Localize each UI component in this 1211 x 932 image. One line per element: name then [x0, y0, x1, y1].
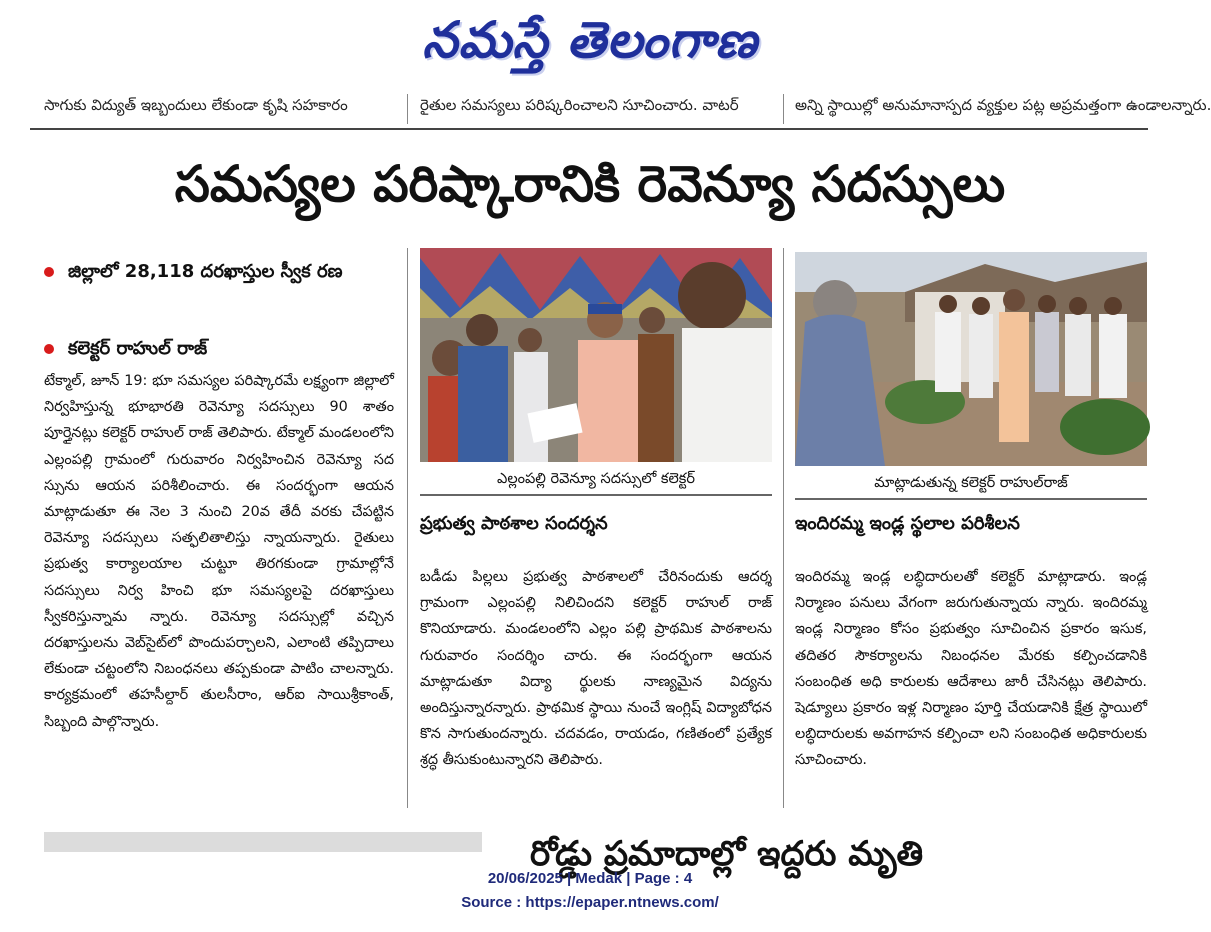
top-strip-col2: రైతుల సమస్యలు పరిష్కరించాలని సూచించారు. వాటర్	[420, 96, 739, 114]
article-body-col2: బడీడు పిల్లలు ప్రభుత్వ పాఠశాలలో చేరినందుకు ఆదర్శ గ్రామంగా ఎల్లంపల్లి నిలిచిందని కలెక్టర్ రాహుల్ రాజ్ కొనియాడారు. మండలంలోని ఎల్లం పల్లి ప్రాథమిక పాఠశాలను గురువారం సందర్శిం చారు. ఈ సందర్భంగా ఆయన మాట్లాడుతూ విద్యా ర్థులకు నాణ్యమైన విద్యను అందిస్తున్నారన్నారు. ప్రాథమిక స్థాయి నుంచే ఇంగ్లిష్ విద్యాబోధన కొన సాగుతుందన్నారు. చదవడం, రాయడం, గణితంలో ప్రత్యేక శ్రద్ధ తీసుకుంటున్నారని తెలిపారు.	[420, 569, 772, 769]
masthead-logo: నమస్తే తెలంగాణ	[422, 10, 758, 69]
photo-collector-housing-site	[795, 252, 1147, 466]
article-body-col3: ఇందిరమ్మ ఇండ్ల లబ్ధిదారులతో కలెక్టర్ మాట్లాడారు. ఇండ్ల నిర్మాణం పనులు వేగంగా జరుగుతున్నాయ న్నారు. ఇందిరమ్మ ఇండ్ల నిర్మాణం కోసం ప్రభుత్వం సూచించిన ప్రకారం ఇసుక, తదితర సౌకర్యాలను నిబంధనల మేరకు కల్పించడానికి సంబంధిత అధి కారులకు ఆదేశాలు జారీ చేసినట్లు తెలిపారు. షెడ్యూలు ప్రకారం ఇళ్ల నిర్మాణం పూర్తి చేయడానికి క్షేత్ర స్థాయిలో లబ్ధిదారులకు అవగాహన కల్పించా లని సంబంధిత అధికారులకు సూచించారు.	[795, 569, 1147, 769]
bullet-item	[44, 255, 394, 289]
column-divider	[407, 248, 408, 808]
headline: సమస్యల పరిష్కారానికి రెవెన్యూ సదస్సులు	[174, 154, 1006, 213]
footer-source: Source : https://epaper.ntnews.com/	[461, 894, 719, 911]
column-divider	[783, 94, 784, 124]
subhead-school-visit: ప్రభుత్వ పాఠశాల సందర్శన	[420, 513, 608, 534]
top-rule	[30, 128, 1148, 130]
top-strip-col1: సాగుకు విద్యుత్ ఇబ్బందులు లేకుండా కృషి సహకారం	[44, 96, 348, 114]
subhead-housing-inspection: ఇందిరమ్మ ఇండ్ల స్థలాల పరిశీలన	[795, 513, 1020, 534]
column-divider	[407, 94, 408, 124]
footer-date-edition: 20/06/2025 | Medak | Page : 4	[487, 870, 693, 887]
photo2-caption: మాట్లాడుతున్న కలెక్టర్ రాహుల్‌రాజ్	[795, 468, 1147, 500]
photo1-caption: ఎల్లంపల్లి రెవెన్యూ సదస్సులో కలెక్టర్	[420, 464, 772, 496]
bullet-item	[44, 332, 394, 366]
article-body-col1: టేక్మాల్, జూన్ 19: భూ సమస్యల పరిష్కారమే లక్ష్యంగా జిల్లాలో నిర్వహిస్తున్న భూభారతి రెవెన్యూ సదస్సులు 90 శాతం పూర్తైనట్లు కలెక్టర్ రాహుల్ రాజ్ తెలిపారు. టేక్మాల్ మండలంలోని ఎల్లంపల్లి గ్రామంలో గురువారం నిర్వహించిన రెవెన్యూ సద స్సును ఆయన పరిశీలించారు. ఈ సందర్భంగా ఆయన మాట్లాడుతూ ఈ నెల 3 నుంచి 20వ తేదీ వరకు చేపట్టిన రెవెన్యూ సదస్సులు సత్ఫలితాలిస్తు న్నాయన్నారు. రైతులు ప్రభుత్వ కార్యాలయాల చుట్టూ తిరగకుండా గ్రామాల్లోనే సదస్సులు నిర్వ హించి భూ సమస్యలపై దరఖాస్తులు స్వీకరిస్తున్నామ న్నారు. రెవెన్యూ సదస్సుల్లో వచ్చిన దరఖాస్తులను వెబ్‌సైట్‌లో పొందుపర్చాలని, ఎలాంటి తప్పిదాలు లేకుండా చట్టంలోని నిబంధనలు తప్పకుండా పాటిం చాలన్నారు. కార్యక్రమంలో తహసీల్దార్ తులసీరాం, ఆర్ఐ సాయిశ్రీకాంత్, సిబ్బంది పాల్గొన్నారు.	[44, 373, 394, 730]
masthead	[0, 0, 1180, 92]
column-divider	[783, 248, 784, 808]
top-strip-col3: అన్ని స్థాయిల్లో అనుమానాస్పద వ్యక్తుల పట్ల అప్రమత్తంగా ఉండాలన్నారు.	[795, 96, 1211, 114]
photo-collector-revenue-meeting	[420, 248, 772, 462]
bullet-text: కలెక్టర్ రాహుల్ రాజ్	[68, 338, 208, 359]
bullet-icon	[44, 267, 54, 277]
next-story-headline: రోడ్డు ప్రమాదాల్లో ఇద్దరు మృతి	[530, 834, 924, 874]
next-story-banner	[44, 832, 482, 852]
bullet-icon	[44, 344, 54, 354]
bullet-text: జిల్లాలో 28,118 దరఖాస్తుల స్వీక రణ	[68, 261, 343, 282]
